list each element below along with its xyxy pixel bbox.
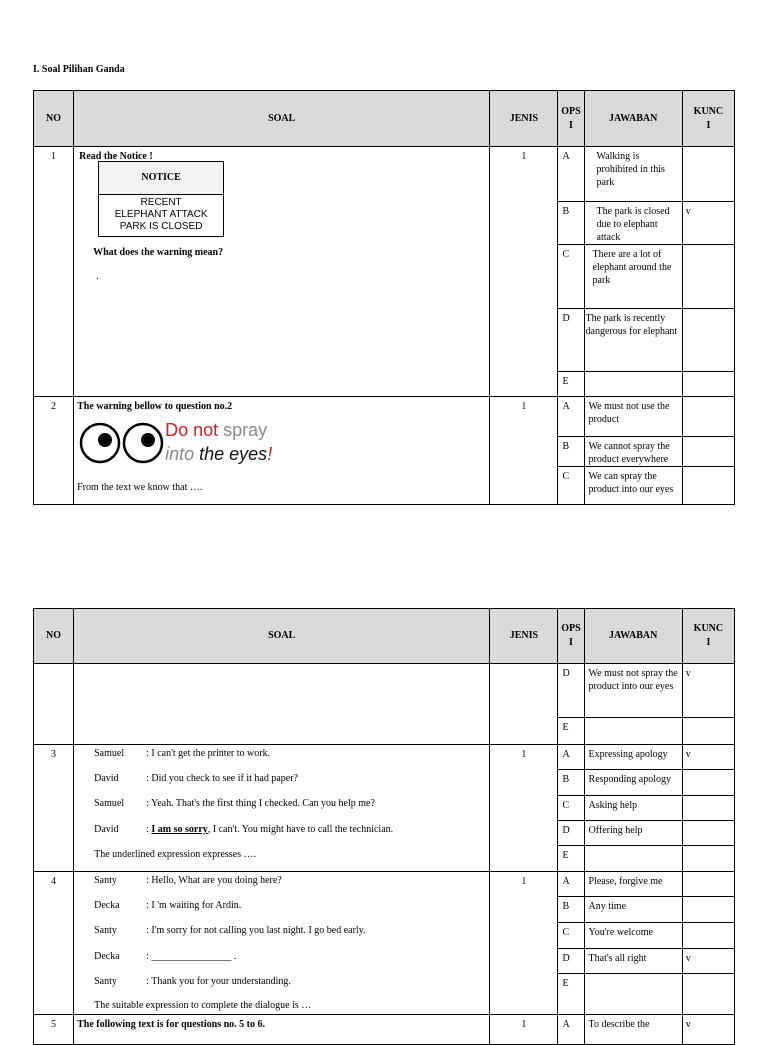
answer-key: v (682, 745, 734, 770)
question-table-2 (33, 608, 735, 1045)
answer-key (682, 147, 734, 202)
answer-key (682, 821, 734, 846)
answer-key: v (682, 664, 734, 718)
speaker-name: Santy (94, 875, 117, 886)
notice-line: RECENT (140, 197, 182, 208)
answer-key (682, 372, 734, 397)
header-no: NO (34, 91, 74, 147)
warning-gray-text: into (165, 444, 200, 464)
question-text: From the text we know that …. (77, 482, 203, 493)
warning-image (79, 422, 279, 464)
question-soal (74, 745, 490, 872)
dialogue-prefix: : (146, 824, 152, 835)
option-letter: D (558, 949, 584, 974)
answer-key (682, 309, 734, 372)
option-letter: B (558, 897, 584, 923)
notice-sign (98, 161, 224, 237)
option-letter: B (558, 770, 584, 796)
dialogue-line (94, 950, 236, 963)
header-kunci: KUNC I (682, 609, 734, 664)
question-number: 3 (34, 745, 74, 872)
section-heading: I. Soal Pilihan Ganda (33, 64, 125, 75)
dialogue-line (94, 823, 393, 836)
dialogue-blank: : ________________ . (146, 951, 237, 962)
option-letter: D (558, 309, 584, 372)
option-letter: C (558, 245, 584, 309)
speaker-name: Decka (94, 951, 120, 962)
option-answer (584, 974, 682, 1015)
option-answer: We must not use the product (584, 397, 682, 437)
answer-key (682, 467, 734, 505)
notice-line: ELEPHANT ATTACK (114, 209, 208, 220)
notice-title: NOTICE (99, 162, 223, 195)
header-jawaban: JAWABAN (584, 609, 682, 664)
option-answer: That's all right (584, 949, 682, 974)
option-answer: Offering help (584, 821, 682, 846)
question-number: 5 (34, 1015, 74, 1045)
question-soal (74, 397, 490, 505)
answer-key (682, 846, 734, 872)
option-answer (584, 372, 682, 397)
answer-key (682, 796, 734, 821)
dialogue-text: : I can't get the printer to work. (146, 748, 271, 759)
option-answer: Responding apology (584, 770, 682, 796)
question-soal (74, 147, 490, 397)
option-answer: Asking help (584, 796, 682, 821)
dialogue-line (94, 975, 291, 988)
warning-line-1 (165, 420, 267, 440)
option-answer: To describe the (584, 1015, 682, 1045)
option-answer: The park is closed due to elephant attack (584, 202, 682, 245)
dialogue-text: : Did you check to see if it had paper? (146, 773, 298, 784)
header-soal: SOAL (74, 91, 490, 147)
option-answer: Walking is prohibited in this park (584, 147, 682, 202)
table-row (34, 664, 735, 718)
question-text: What does the warning mean? (93, 247, 224, 258)
dialogue-line (94, 899, 241, 912)
dialogue-text: : Yeah. That's the first thing I checked. Can you help me? (146, 798, 375, 809)
question-number: 2 (34, 397, 74, 505)
option-answer (584, 718, 682, 745)
warning-black-text: the eyes (199, 444, 268, 464)
table-header-row (34, 609, 735, 664)
option-letter: A (558, 872, 584, 897)
option-answer (584, 846, 682, 872)
question-soal (74, 872, 490, 1015)
question-intro: Read the Notice ! (79, 151, 153, 162)
answer-key: v (682, 1015, 734, 1045)
warning-gray-text: spray (218, 420, 268, 440)
answer-key (682, 397, 734, 437)
question-jenis: 1 (490, 872, 558, 1015)
answer-key (682, 770, 734, 796)
option-letter: E (558, 846, 584, 872)
question-jenis: 1 (490, 1015, 558, 1045)
table-row (34, 1015, 735, 1045)
question-text: The underlined expression expresses …. (94, 849, 257, 860)
question-number: 1 (34, 147, 74, 397)
option-letter: B (558, 437, 584, 467)
warning-line-2 (165, 444, 272, 464)
option-answer: Any time (584, 897, 682, 923)
question-jenis (490, 664, 558, 745)
underlined-expression: I am so sorry (151, 824, 208, 835)
option-letter: D (558, 821, 584, 846)
option-letter: E (558, 718, 584, 745)
table-row (34, 872, 735, 897)
option-answer: You're welcome (584, 923, 682, 949)
question-number (34, 664, 74, 745)
dialogue-line (94, 772, 298, 785)
option-answer: Please, forgive me (584, 872, 682, 897)
dialogue-text: : Thank you for your understanding. (146, 976, 291, 987)
answer-key: v (682, 949, 734, 974)
speaker-name: Samuel (94, 798, 125, 809)
option-letter: A (558, 397, 584, 437)
dialogue-text: : Hello, What are you doing here? (146, 875, 282, 886)
question-jenis: 1 (490, 397, 558, 505)
question-intro: The warning bellow to question no.2 (77, 401, 233, 412)
option-letter: A (558, 1015, 584, 1045)
answer-key (682, 437, 734, 467)
header-kunci: KUNC I (682, 91, 734, 147)
option-letter: C (558, 467, 584, 505)
table-header-row (34, 91, 735, 147)
option-answer: We cannot spray the product everywhere (584, 437, 682, 467)
header-soal: SOAL (74, 609, 490, 664)
option-answer: We must not spray the product into our eyes (584, 664, 682, 718)
dialogue-line (94, 924, 365, 937)
dialogue-line (94, 747, 270, 760)
eyes-icon (79, 422, 169, 464)
notice-line: PARK IS CLOSED (119, 221, 203, 232)
speaker-name: Samuel (94, 748, 125, 759)
speaker-name: Santy (94, 976, 117, 987)
warning-red-text: ! (267, 444, 273, 464)
option-letter: E (558, 372, 584, 397)
answer-key (682, 923, 734, 949)
question-number: 4 (34, 872, 74, 1015)
dialogue-text: : I 'm waiting for Ardin. (146, 900, 242, 911)
warning-red-text: Do not (165, 420, 219, 440)
header-jawaban: JAWABAN (584, 91, 682, 147)
option-letter: C (558, 796, 584, 821)
question-intro: The following text is for questions no. 5 to 6. (74, 1015, 490, 1045)
header-jenis: JENIS (490, 91, 558, 147)
dialogue-text: , I can't. You might have to call the technician. (207, 824, 394, 835)
header-opsi: OPS I (558, 91, 584, 147)
dialogue-line (94, 797, 375, 810)
option-letter: C (558, 923, 584, 949)
header-jenis: JENIS (490, 609, 558, 664)
option-letter: A (558, 745, 584, 770)
question-table-1 (33, 90, 735, 505)
option-answer: Expressing apology (584, 745, 682, 770)
answer-key (682, 974, 734, 1015)
answer-key (682, 897, 734, 923)
answer-key (682, 245, 734, 309)
table-row (34, 147, 735, 202)
dialogue-text: : I'm sorry for not calling you last night. I go bed early. (146, 925, 366, 936)
option-letter: B (558, 202, 584, 245)
header-no: NO (34, 609, 74, 664)
option-answer: There are a lot of elephant around the park (584, 245, 682, 309)
speaker-name: David (94, 824, 119, 835)
answer-key: v (682, 202, 734, 245)
header-opsi: OPS I (558, 609, 584, 664)
question-text: The suitable expression to complete the dialogue is … (94, 1000, 312, 1011)
option-answer: We can spray the product into our eyes (584, 467, 682, 505)
option-letter: E (558, 974, 584, 1015)
speaker-name: Decka (94, 900, 120, 911)
dialogue-line (94, 874, 282, 887)
answer-key (682, 718, 734, 745)
question-jenis: 1 (490, 745, 558, 872)
placeholder-dot: . (96, 271, 99, 282)
question-jenis: 1 (490, 147, 558, 397)
table-row (34, 397, 735, 437)
option-letter: A (558, 147, 584, 202)
option-letter: D (558, 664, 584, 718)
option-answer: The park is recently dangerous for elephant (584, 309, 682, 372)
table-row (34, 745, 735, 770)
speaker-name: Santy (94, 925, 117, 936)
speaker-name: David (94, 773, 119, 784)
answer-key (682, 872, 734, 897)
question-soal (74, 664, 490, 745)
